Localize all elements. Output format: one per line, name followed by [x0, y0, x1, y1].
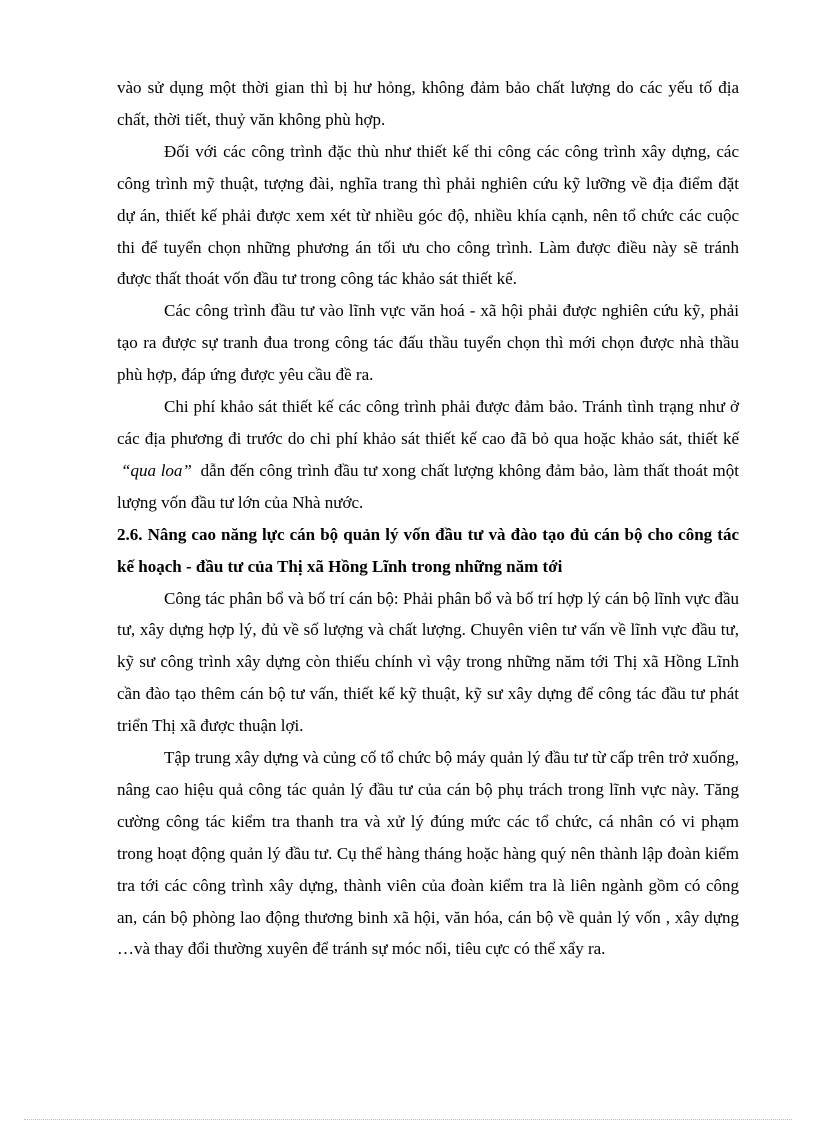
survey-costs-text-start: Chi phí khảo sát thiết kế các công trình phải được đảm bảo. Tránh tình trạng như ở các địa phương đi trước do chi phí khảo sát thiết kế cao đã bỏ qua hoặc khảo sát, thiết kế	[117, 397, 739, 448]
paragraph-continuation: vào sử dụng một thời gian thì bị hư hỏng, không đảm bảo chất lượng do các yếu tố địa chất, thời tiết, thuỷ văn không phù hợp.	[117, 78, 739, 129]
paragraph-staff-allocation: Công tác phân bổ và bố trí cán bộ: Phải phân bổ và bố trí hợp lý cán bộ lĩnh vực đầu tư, xây dựng hợp lý, đủ về số lượng và chất lượng. Chuyên viên tư vấn về lĩnh vực đầu tư, kỹ sư công trình xây dựng còn thiếu chính vì vậy trong những năm tới Thị xã Hồng Lĩnh cần đào tạo thêm cán bộ tư vấn, thiết kế kỹ thuật, kỹ sư xây dựng để công tác đầu tư phát triển Thị xã được thuận lợi.	[117, 588, 739, 736]
paragraph-special-works: Đối với các công trình đặc thù như thiết kế thi công các công trình xây dựng, các công trình mỹ thuật, tượng đài, nghĩa trang thì phải nghiên cứu kỹ lưỡng về địa điểm đặt dự án, thiết kế phải được xem xét từ nhiều góc độ, nhiều khía cạnh, nên tổ chức các cuộc thi để tuyển chọn những phương án tối ưu cho công trình. Làm được điều này sẽ tránh được thất thoát vốn đầu tư trong công tác khảo sát thiết kế.	[117, 141, 739, 289]
survey-costs-text-end: dẫn đến công trình đầu tư xong chất lượng không đảm bảo, làm thất thoát một lượng vốn đầu tư lớn của Nhà nước.	[117, 460, 740, 512]
section-heading: 2.6. Nâng cao năng lực cán bộ quản lý vốn đầu tư và đào tạo đủ cán bộ cho công tác kế hoạch - đầu tư của Thị xã Hồng Lĩnh trong những năm tới	[117, 524, 739, 576]
paragraph-survey-costs	[117, 391, 739, 519]
paragraph-management-inspection: Tập trung xây dựng và củng cố tổ chức bộ máy quản lý đầu tư từ cấp trên trở xuống, nâng cao hiệu quả công tác quản lý đầu tư của cán bộ phụ trách trong lĩnh vực này. Tăng cường công tác kiểm tra thanh tra và xử lý đúng mức các tổ chức, cá nhân có vi phạm trong hoạt động quản lý đầu tư. Cụ thể hàng tháng hoặc hàng quý nên thành lập đoàn kiểm tra tới các công trình xây dựng, thành viên của đoàn kiểm tra là liên ngành gồm có công an, cán bộ phòng lao động thương binh xã hội, văn hóa, cán bộ về quản lý vốn , xây dựng …và thay đổi thường xuyên để tránh sự móc nối, tiêu cực có thể xẩy ra.	[117, 748, 739, 959]
document-page	[117, 72, 739, 965]
page-bottom-divider	[24, 1119, 792, 1120]
paragraph-culture-society-works: Các công trình đầu tư vào lĩnh vực văn hoá - xã hội phải được nghiên cứu kỹ, phải tạo ra được sự tranh đua trong công tác đấu thầu tuyển chọn thì mới chọn được nhà thầu phù hợp, đáp ứng được yêu cầu đề ra.	[117, 301, 739, 385]
quoted-phrase: “qua loa”	[121, 460, 192, 480]
